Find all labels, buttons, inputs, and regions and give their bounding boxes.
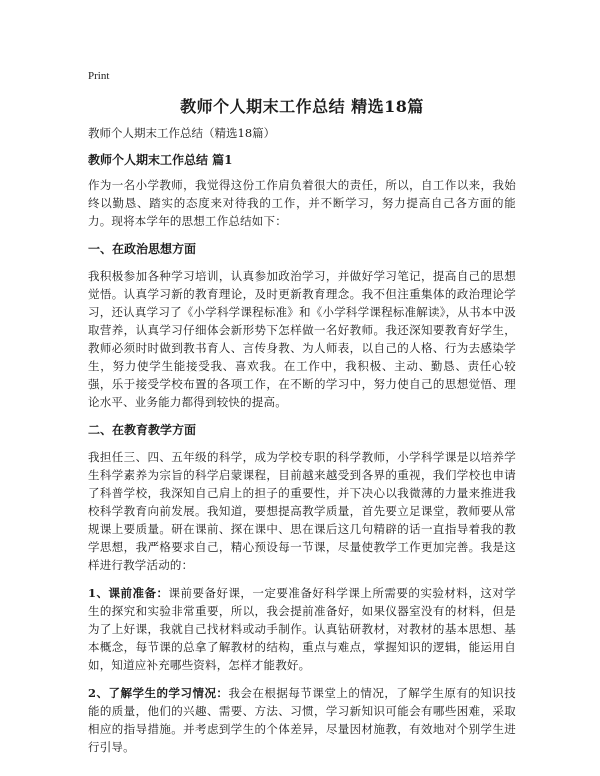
item-student-learning-body: 我会在根据每节课堂上的情况，了解学生原有的知识技能的质量，他们的兴趣、需要、方法、习惯，学习新知识可能会有哪些困难，采取相应的指导措施。并考虑到学生的个体差异，尽量因材施教，有效地对个别学生进行引导。: [88, 686, 516, 754]
article-title: 教师个人期末工作总结 篇1: [88, 153, 233, 167]
document-page: [88, 70, 516, 766]
item-lesson-prep-body: 课前要备好课，一定要准备好科学课上所需要的实验材料，这对学生的探究和实验非常重要，所以，我会提前准备好，如果仪器室没有的材料，但是为了上好课，我就自己找材料或动手制作。认真钻研教材，对教材的基本思想、基本概念，每节课的总拿了解教材的结构，重点与难点，掌握知识的逻辑，能运用自如，知道应补充哪些资料，怎样才能教好。: [88, 586, 517, 672]
item-lesson-prep-lead: 1、课前准备：: [88, 586, 169, 600]
section-heading-politics: 一、在政治思想方面: [88, 242, 197, 256]
section-heading-teaching: 二、在教育教学方面: [88, 423, 197, 437]
politics-paragraph: 我积极参加各种学习培训，认真参加政治学习，并做好学习笔记，提高自己的思想觉悟。认真学习新的教育理论，及时更新教育理念。我不但注重集体的政治理论学习，还认真学习了《小学科学课程标准》和《小学科学课程标准解读》，从书本中汲取营养，认真学习仔细体会新形势下怎样做一名好教师。我还深知要教育好学生，教师必须时时做到教书育人、言传身教、为人师表，以自己的人格、行为去感染学生，努力使学生能接受我、喜欢我。在工作中，我积极、主动、勤恳、责任心较强，乐于接受学校布置的各项工作，在不断的学习中，努力使自己的思想觉悟、理论水平、业务能力都得到较快的提高。: [88, 269, 516, 409]
intro-paragraph: 作为一名小学教师，我觉得这份工作肩负着很大的责任，所以，自工作以来，我始终以勤恳、踏实的态度来对待我的工作，并不断学习，努力提高自己各方面的能力。现将本学年的思想工作总结如下：: [88, 178, 516, 228]
print-label[interactable]: Print: [88, 70, 110, 82]
item-lesson-prep: [88, 584, 516, 674]
item-student-learning-lead: 2、了解学生的学习情况：: [88, 686, 229, 700]
document-title: 教师个人期末工作总结 精选18篇: [180, 97, 424, 116]
document-subtitle: 教师个人期末工作总结（精选18篇）: [88, 126, 276, 140]
item-student-learning: [88, 684, 516, 756]
teaching-paragraph: 我担任三、四、五年级的科学，成为学校专职的科学教师，小学科学课是以培养学生科学素养为宗旨的科学启蒙课程，目前越来越受到各界的重视，我们学校也申请了科普学校，我深知自己肩上的担子的重要性，并下决心以我微薄的力量来推进我校科学教育向前发展。我知道，要想提高教学质量，首先要立足课堂，教师要从常规课上要质量。研在课前、探在课中、思在课后这几句精辟的话一直指导着我的教学思想，我严格要求自己，精心预设每一节课，尽量使教学工作更加完善。我是这样进行教学活动的：: [88, 450, 516, 572]
